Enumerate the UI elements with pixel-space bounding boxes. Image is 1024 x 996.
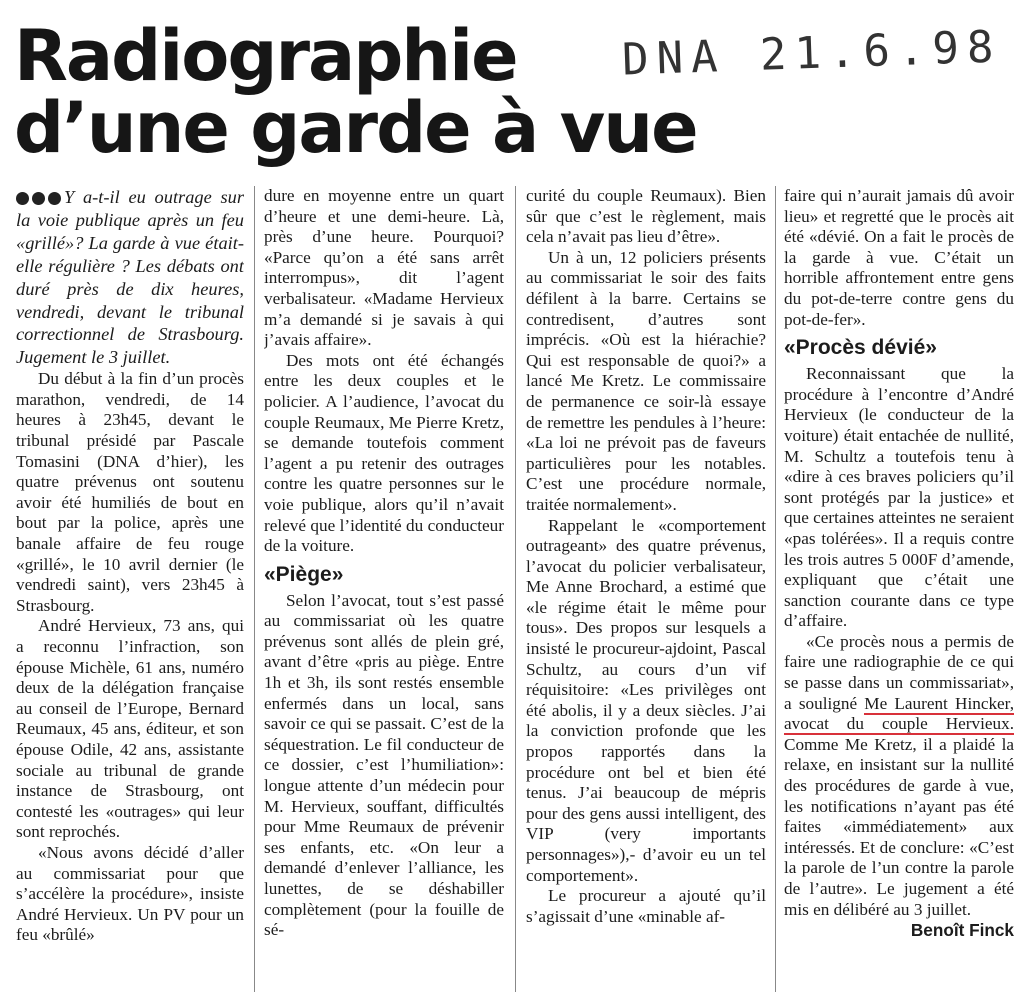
paragraph: Reconnaissant que la procédure à l’encontre d’André Hervieux (le conducteur de la voiture) était entachée de nullité, M. Schultz a toutefois tenu à «dire à ces braves policiers qu’il sont protégés par la justice» et que certaines atteintes ne seraient «pas tolérées». Il a requis contre les trois autres 5 000F d’amende, expliquant que c’était une sanction courante dans ce type d’affaire. bbox=[784, 364, 1014, 631]
column-rule bbox=[775, 186, 776, 992]
article-column-2 bbox=[264, 186, 504, 991]
bullet-dot-icon bbox=[48, 192, 61, 205]
column-rule bbox=[515, 186, 516, 992]
paragraph: Un à un, 12 policiers présents au commissariat le soir des faits défilent à la barre. Certains se contredisent, d’autres sont imprécis. «Où est la hiérachie? Qui est responsable de quoi?» a lancé Me Kretz. Le commissaire de permanence ce soir-là essaye de remettre les pendules à l’heure: «La loi ne prévoit pas de faveurs particulières pour les notables. C’est une procédure normale, traitée normalement». bbox=[526, 247, 766, 514]
headline-line-2: d’une garde à vue bbox=[14, 87, 697, 169]
paragraph: Le procureur a ajouté qu’il s’agissait d’une «minable af- bbox=[526, 886, 766, 926]
paragraph: Rappelant le «comportement outrageant» des quatre prévenus, l’avocat du policier verbalisateur, Me Anne Brochard, a estimé que «le régime était le même pour tous». Des propos sur lesquels a insisté le procureur-ajdoint, Pascal Schultz, au cours d’un vif réquisitoire: «Les privilèges ont été abolis, il y a deux siècles. J’ai la conviction profonde que les propos rapportés dans la procédure ont bel et bien été tenus. J’ai beaucoup de mépris pour des gens aussi intelligent, des VIP (very importants personnages»),- d’avoir eu un tel comportement». bbox=[526, 515, 766, 885]
article-column-4 bbox=[784, 186, 1014, 991]
author-byline: Benoît Finck bbox=[910, 920, 1014, 941]
lead-text: Y a-t-il eu outrage sur la voie publique après un feu «grillé»? La garde à vue était-elle régulière ? Les débats ont duré près de dix heures, vendredi, devant le tribunal correctionnel de Strasbourg. Jugement le 3 juillet. bbox=[16, 187, 244, 368]
handwritten-date-note: DNA 21.6.98 bbox=[621, 21, 1003, 86]
paragraph: «Nous avons décidé d’aller au commissariat pour que s’accélère la procédure», insiste André Hervieux. Un PV pour un feu «brûlé» bbox=[16, 842, 244, 945]
bullet-dot-icon bbox=[32, 192, 45, 205]
paragraph: dure en moyenne entre un quart d’heure et une demi-heure. Là, près d’une heure. Pourquoi? «Parce qu’on a été sans arrêt interrompus», dit l’agent verbalisateur. «Madame Hervieux m’a demandé si je savais à qui j’avais affaire». bbox=[264, 186, 504, 350]
paragraph: Du début à la fin d’un procès marathon, vendredi, de 14 heures à 23h45, devant le tribunal présidé par Pascale Tomasini (DNA d’hier), les quatre prévenus ont soutenu avoir été humiliés de bout en bout par la police, après une banale affaire de feu rouge «grillé», le 10 avril dernier (le vendredi saint), vers 23h45 à Strasbourg. bbox=[16, 369, 244, 615]
headline bbox=[14, 15, 697, 169]
article-column-3 bbox=[526, 186, 766, 991]
underlined-lawyer-name: Me Laurent Hincker, avocat du couple Hervieux. bbox=[784, 693, 1014, 734]
paragraph: faire qui n’aurait jamais dû avoir lieu» et regretté que le procès ait été «dévié. On a fait le procès de la garde à vue. C’était un horrible affrontement entre gens du pot-de-terre contre gens du pot-de-fer». bbox=[784, 186, 1014, 329]
subheading-piege: «Piège» bbox=[264, 562, 344, 586]
article-column-1 bbox=[16, 186, 244, 991]
headline-line-1: Radiographie bbox=[14, 15, 517, 97]
paragraph bbox=[784, 631, 1014, 941]
column-rule bbox=[254, 186, 255, 992]
paragraph: curité du couple Reumaux). Bien sûr que c’est le règlement, mais cela n’avait pas lieu d’être». bbox=[526, 186, 766, 247]
paragraph: André Hervieux, 73 ans, qui a reconnu l’infraction, son épouse Michèle, 61 ans, numéro deux de la délégation française au conseil de l’Europe, Bernard Reumaux, 45 ans, éditeur, et son épouse Odile, 42 ans, assistante sociale au tribunal de grande instance de Strasbourg, ont contesté les «outrages» qui leur sont reprochés. bbox=[16, 616, 244, 842]
paragraph-text: Comme Me Kretz, il a plaidé la relaxe, en insistant sur la nullité des procédures de garde à vue, les notifications n’ayant pas été faites «immédiatement» aux intéressés. Et de conclure: «C’est la parole de l’un contre la parole de l’autre». Le jugement a été mis en délibéré au 3 juillet. bbox=[784, 734, 1014, 919]
lead-paragraph bbox=[16, 186, 244, 369]
bullet-dot-icon bbox=[16, 192, 29, 205]
paragraph-text: «Ce procès nous a permis de faire une radiographie de ce qui se passe dans un commissariat», a souligné bbox=[784, 631, 1014, 713]
paragraph: Selon l’avocat, tout s’est passé au commissariat où les quatre prévenus sont allés de plein gré, avant d’être «pris au piège. Entre 1h et 3h, ils sont restés ensemble enfermés dans un local, sans savoir ce qui se passait. C’est de la séquestration. Le fil conducteur de ce dossier, c’est l’humiliation»: longue attente d’un médecin pour M. Hervieux, souffant, difficultés pour Mme Reumaux de prévenir ses enfants, etc. «On leur a demandé d’enlever l’alliance, les lunettes, de se déshabiller complètement (pour la fouille de sé- bbox=[264, 590, 504, 940]
subheading-proces-devie: «Procès dévié» bbox=[784, 336, 937, 360]
paragraph: Des mots ont été échangés entre les deux couples et le policier. A l’audience, l’avocat du couple Reumaux, Me Pierre Kretz, se demande toutefois comment l’agent a pu retenir des outrages contre les quatre personnes sur le voie publique, alors qu’il n’avait relevé que l’identité du conducteur de la voiture. bbox=[264, 350, 504, 556]
